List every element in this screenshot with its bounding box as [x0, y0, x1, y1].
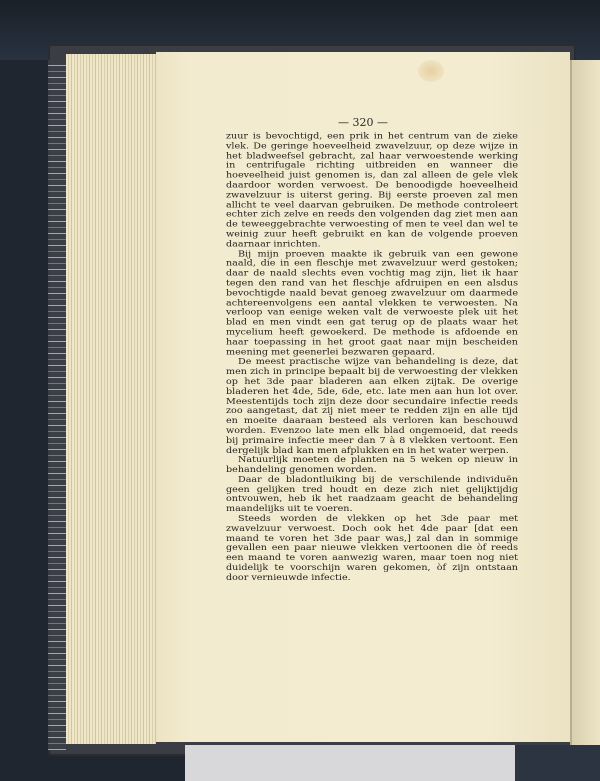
paragraph: zuur is bevochtigd, een prik in het centrum van de zieke vlek. De geringe hoeveelheid zwavelzuur, op deze wijze in het bladweefsel gebracht, zal haar verwoestende werking in centrifugale richting uitbreiden en wanneer die hoeveelheid juist genomen is, dan zal alleen de gele vlek daardoor worden verwoest. De benoodigde hoeveelheid zwavelzuur is uiterst gering. Bij eerste proeven zal men allicht te veel daarvan gebruiken. De methode controleert echter zich zelve en reeds den volgenden dag ziet men aan de teweeggebrachte verwoesting of men te veel dan wel te weinig zuur heeft gebruikt en kan de volgende proeven daarnaar inrichten.: [226, 131, 518, 250]
facing-page-edge: [570, 60, 600, 750]
cover-spine-pattern: [48, 60, 66, 750]
body-text: [226, 132, 518, 583]
page-edges: [66, 54, 156, 744]
scan-background-strip: [185, 745, 515, 781]
paragraph: Natuurlijk moeten de planten na 5 weken op nieuw in behandeling genomen worden.: [226, 454, 518, 475]
paragraph: De meest practische wijze van behandeling is deze, dat men zich in principe bepaalt bij de verwoesting der vlekken op het 3de paar bladeren aan elken zijtak. De overige bladeren het 4de, 5de, 6de, etc. late men aan hun lot over. Meestentijds toch zijn deze door secundaire infectie reeds zoo aangetast, dat zij niet meer te redden zijn en alle tijd en moeite daaraan besteed als verloren kan beschouwd worden. Evenzoo late men elk blad ongemoeid, dat reeds bij primaire infectie meer dan 7 à 8 vlekken vertoont. Een dergelijk blad kan men afplukken en in het water werpen.: [226, 356, 518, 456]
paper-stain: [418, 60, 444, 82]
paragraph: Bij mijn proeven maakte ik gebruik van een gewone naald, die in een fleschje met zwavelzuur werd gestoken; daar de naald slechts even vochtig mag zijn, liet ik haar tegen den rand van het fleschje afdruipen en een alsdus bevochtigde naald bevat genoeg zwavelzuur om daarmede achtereenvolgens een aantal vlekken te verwoesten. Na verloop van eenige weken valt de verwoeste plek uit het blad en men vindt een gat terug op de plaats waar het mycelium heeft gewoekerd. De methode is afdoende en haar toepassing in het groot gaat naar mijn bescheiden meening met geenerlei bezwaren gepaard.: [226, 248, 518, 358]
page-number: — 320 —: [338, 116, 388, 129]
scan-background-corner: [515, 745, 600, 781]
paragraph: Steeds worden de vlekken op het 3de paar met zwavelzuur verwoest. Doch ook het 4de paar [dat een maand te voren het 3de paar was,] zal dan in sommige gevallen een paar nieuwe vlekken vertoonen die òf reeds een maand te voren aanwezig waren, maar toen nog niet duidelijk te voorschijn waren gekomen, òf zijn ontstaan door vernieuwde infectie.: [226, 513, 518, 583]
paragraph: Daar de bladontluiking bij de verschilende individuën geen gelijken tred houdt en deze zich niet gelijktijdig ontvouwen, heb ik het raadzaam geacht de behandeling maandelijks uit te voeren.: [226, 474, 518, 515]
